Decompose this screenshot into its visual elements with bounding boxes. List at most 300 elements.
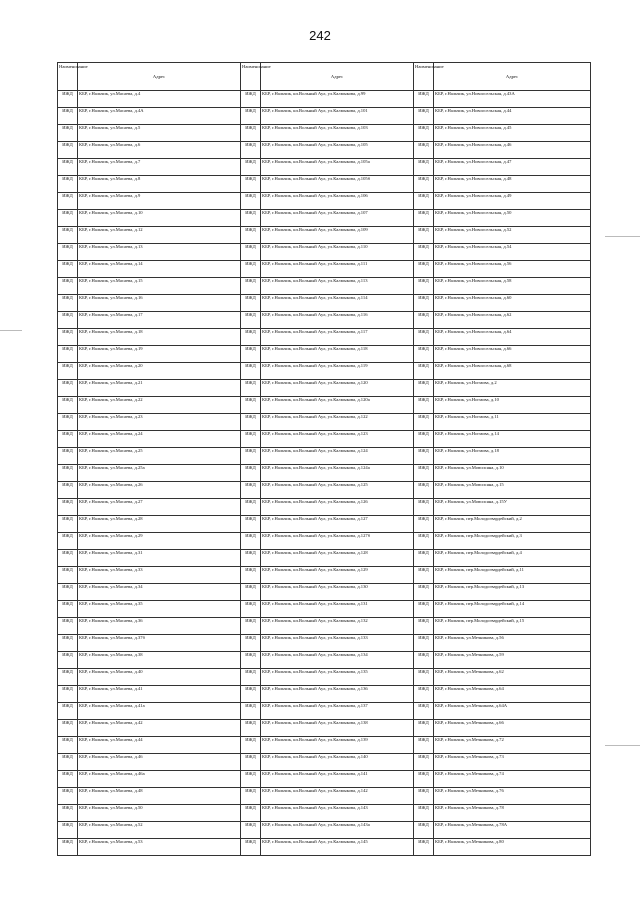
address-cell: КБР, г.Нальчик, ул.Масаева, д.41а (78, 703, 241, 720)
building-type-cell: ИЖД (241, 193, 261, 210)
building-type-cell: ИЖД (241, 618, 261, 635)
address-cell: КБР, г.Нальчик, кп.Вольный Аул, ул.Калмыкова, д.119 (261, 363, 414, 380)
address-cell: КБР, г.Нальчик, ул.Ногмова, д.14 (434, 431, 591, 448)
building-type-cell: ИЖД (414, 839, 434, 856)
page-number: 242 (309, 28, 331, 43)
table-row (58, 244, 591, 261)
building-type-cell: ИЖД (414, 482, 434, 499)
building-type-cell: ИЖД (414, 788, 434, 805)
building-type-cell: ИЖД (58, 244, 78, 261)
building-type-cell: ИЖД (414, 397, 434, 414)
address-cell: КБР, г.Нальчик, ул.Масаева, д.28 (78, 516, 241, 533)
building-type-cell: ИЖД (58, 108, 78, 125)
building-type-cell: ИЖД (58, 703, 78, 720)
building-type-cell: ИЖД (241, 176, 261, 193)
building-type-cell: ИЖД (241, 227, 261, 244)
address-cell: КБР, г.Нальчик, кп.Вольный Аул, ул.Калмыкова, д.141 (261, 771, 414, 788)
address-cell: КБР, г.Нальчик, ул.Масаева, д.17 (78, 312, 241, 329)
building-type-cell: ИЖД (414, 295, 434, 312)
building-type-cell: ИЖД (241, 142, 261, 159)
address-cell: КБР, г.Нальчик, кп.Вольный Аул, ул.Калмыкова, д.120а (261, 397, 414, 414)
address-cell: КБР, г.Нальчик, кп.Вольный Аул, ул.Калмыкова, д.113 (261, 278, 414, 295)
building-type-cell: ИЖД (241, 346, 261, 363)
address-cell: КБР, г.Нальчик, ул.Масаева, д.34 (78, 584, 241, 601)
building-type-cell: ИЖД (241, 329, 261, 346)
building-type-cell: ИЖД (241, 261, 261, 278)
building-type-cell: ИЖД (414, 584, 434, 601)
table-row (58, 159, 591, 176)
table-row (58, 210, 591, 227)
building-type-cell: ИЖД (241, 244, 261, 261)
address-cell: КБР, г.Нальчик, кп.Вольный Аул, ул.Калмыкова, д.136 (261, 686, 414, 703)
address-cell: КБР, г.Нальчик, ул.Масаева, д.27 (78, 499, 241, 516)
address-cell: КБР, г.Нальчик, ул.Масаева, д.40 (78, 669, 241, 686)
building-type-cell: ИЖД (58, 737, 78, 754)
address-cell: КБР, г.Нальчик, ул.Масаева, д.25 (78, 448, 241, 465)
header-type-1: Наименование (58, 63, 78, 91)
building-type-cell: ИЖД (241, 686, 261, 703)
address-cell: КБР, г.Нальчик, ул.Масаева, д.42 (78, 720, 241, 737)
building-type-cell: ИЖД (58, 771, 78, 788)
address-cell: КБР, г.Нальчик, ул.Мечникова, д.78А (434, 822, 591, 839)
address-cell: КБР, г.Нальчик, кп.Вольный Аул, ул.Калмыкова, д.142 (261, 788, 414, 805)
address-cell: КБР, г.Нальчик, кп.Вольный Аул, ул.Калмыкова, д.107 (261, 210, 414, 227)
building-type-cell: ИЖД (414, 380, 434, 397)
address-cell: КБР, г.Нальчик, ул.Новоосельская, д.52 (434, 227, 591, 244)
building-type-cell: ИЖД (241, 516, 261, 533)
table-row (58, 669, 591, 686)
table-row (58, 142, 591, 159)
building-type-cell: ИЖД (58, 754, 78, 771)
address-cell: КБР, г.Нальчик, ул.Масаева, д.37б (78, 635, 241, 652)
building-type-cell: ИЖД (58, 567, 78, 584)
address-cell: КБР, г.Нальчик, ул.Масаева, д.7 (78, 159, 241, 176)
address-cell: КБР, г.Нальчик, ул.Новоосельская, д.66 (434, 346, 591, 363)
address-cell: КБР, г.Нальчик, ул.Новоосельская, д.47 (434, 159, 591, 176)
table-row (58, 380, 591, 397)
building-type-cell: ИЖД (58, 125, 78, 142)
address-cell: КБР, г.Нальчик, ул.Мечникова, д.62 (434, 669, 591, 686)
header-type-2: Наименование (241, 63, 261, 91)
address-table (57, 62, 591, 856)
address-cell: КБР, г.Нальчик, ул.Масаева, д.46а (78, 771, 241, 788)
building-type-cell: ИЖД (58, 482, 78, 499)
building-type-cell: ИЖД (414, 686, 434, 703)
table-row (58, 465, 591, 482)
building-type-cell: ИЖД (414, 176, 434, 193)
building-type-cell: ИЖД (414, 805, 434, 822)
header-address-2: Адрес (261, 63, 414, 91)
address-cell: КБР, г.Нальчик, ул.Мечникова, д.64 (434, 686, 591, 703)
address-cell: КБР, г.Нальчик, ул.Масаева, д.23 (78, 414, 241, 431)
table-row (58, 567, 591, 584)
address-cell: КБР, г.Нальчик, ул.Масаева, д.10 (78, 210, 241, 227)
address-cell: КБР, г.Нальчик, ул.Масаева, д.24 (78, 431, 241, 448)
address-cell: КБР, г.Нальчик, кп.Вольный Аул, ул.Калмыкова, д.105а (261, 159, 414, 176)
address-cell: КБР, г.Нальчик, кп.Вольный Аул, ул.Калмыкова, д.133 (261, 635, 414, 652)
building-type-cell: ИЖД (241, 839, 261, 856)
address-cell: КБР, г.Нальчик, кп.Вольный Аул, ул.Калмыкова, д.103 (261, 125, 414, 142)
building-type-cell: ИЖД (241, 754, 261, 771)
address-cell: КБР, г.Нальчик, ул.Новоосельская, д.54 (434, 244, 591, 261)
building-type-cell: ИЖД (58, 669, 78, 686)
table-row (58, 363, 591, 380)
building-type-cell: ИЖД (58, 397, 78, 414)
table-row (58, 737, 591, 754)
address-cell: КБР, г.Нальчик, ул.Ногмова, д.10 (434, 397, 591, 414)
address-cell: КБР, г.Нальчик, ул.Мечникова, д.73 (434, 754, 591, 771)
address-cell: КБР, г.Нальчик, кп.Вольный Аул, ул.Калмыкова, д.143 (261, 805, 414, 822)
building-type-cell: ИЖД (414, 142, 434, 159)
building-type-cell: ИЖД (414, 465, 434, 482)
building-type-cell: ИЖД (414, 652, 434, 669)
building-type-cell: ИЖД (414, 312, 434, 329)
address-cell: КБР, г.Нальчик, ул.Мечникова, д.72 (434, 737, 591, 754)
table-row (58, 550, 591, 567)
address-cell: КБР, г.Нальчик, ул.Масаева, д.16 (78, 295, 241, 312)
building-type-cell: ИЖД (58, 686, 78, 703)
table-row (58, 822, 591, 839)
building-type-cell: ИЖД (414, 193, 434, 210)
building-type-cell: ИЖД (414, 822, 434, 839)
address-cell: КБР, г.Нальчик, кп.Вольный Аул, ул.Калмыкова, д.109 (261, 227, 414, 244)
building-type-cell: ИЖД (241, 584, 261, 601)
address-cell: КБР, г.Нальчик, ул.Мечникова, д.66 (434, 720, 591, 737)
address-cell: КБР, г.Нальчик, ул.Новоосельская, д.64 (434, 329, 591, 346)
building-type-cell: ИЖД (241, 465, 261, 482)
building-type-cell: ИЖД (58, 380, 78, 397)
building-type-cell: ИЖД (414, 567, 434, 584)
header-address-1: Адрес (78, 63, 241, 91)
address-cell: КБР, г.Нальчик, ул.Масаева, д.20 (78, 363, 241, 380)
header-type-3: Наименование (414, 63, 434, 91)
building-type-cell: ИЖД (58, 261, 78, 278)
table-row (58, 601, 591, 618)
address-cell: КБР, г.Нальчик, ул.Масаева, д.19 (78, 346, 241, 363)
building-type-cell: ИЖД (414, 278, 434, 295)
address-cell: КБР, г.Нальчик, кп.Вольный Аул, ул.Калмыкова, д.117 (261, 329, 414, 346)
address-cell: КБР, г.Нальчик, ул.Новоосельская, д.58 (434, 278, 591, 295)
building-type-cell: ИЖД (58, 193, 78, 210)
address-cell: КБР, г.Нальчик, ул.Масаева, д.4А (78, 108, 241, 125)
building-type-cell: ИЖД (241, 363, 261, 380)
building-type-cell: ИЖД (241, 788, 261, 805)
building-type-cell: ИЖД (58, 346, 78, 363)
building-type-cell: ИЖД (58, 516, 78, 533)
building-type-cell: ИЖД (414, 125, 434, 142)
address-cell: КБР, г.Нальчик, ул.Масаева, д.52 (78, 822, 241, 839)
address-cell: КБР, г.Нальчик, ул.Масаева, д.50 (78, 805, 241, 822)
building-type-cell: ИЖД (58, 652, 78, 669)
address-cell: КБР, г.Нальчик, ул.Новоосельская, д.60 (434, 295, 591, 312)
address-cell: КБР, г.Нальчик, ул.Масаева, д.15 (78, 278, 241, 295)
building-type-cell: ИЖД (414, 227, 434, 244)
address-cell: КБР, г.Нальчик, ул.Масаева, д.38 (78, 652, 241, 669)
address-cell: КБР, г.Нальчик, кп.Вольный Аул, ул.Калмыкова, д.135 (261, 669, 414, 686)
table-row (58, 839, 591, 856)
building-type-cell: ИЖД (58, 159, 78, 176)
building-type-cell: ИЖД (241, 448, 261, 465)
building-type-cell: ИЖД (58, 448, 78, 465)
address-cell: КБР, г.Нальчик, ул.Мечникова, д.80 (434, 839, 591, 856)
table-body (58, 91, 591, 856)
table-row (58, 227, 591, 244)
address-cell: КБР, г.Нальчик, ул.Масаева, д.21 (78, 380, 241, 397)
building-type-cell: ИЖД (414, 244, 434, 261)
address-cell: КБР, г.Нальчик, ул.Масаева, д.8 (78, 176, 241, 193)
address-cell: КБР, г.Нальчик, кп.Вольный Аул, ул.Калмыкова, д.124а (261, 465, 414, 482)
table-row (58, 516, 591, 533)
address-cell: КБР, г.Нальчик, ул.Масаева, д.18 (78, 329, 241, 346)
address-cell: КБР, г.Нальчик, ул.Новоосельская, д.44 (434, 108, 591, 125)
address-cell: КБР, г.Нальчик, кп.Вольный Аул, ул.Калмыкова, д.120 (261, 380, 414, 397)
address-cell: КБР, г.Нальчик, ул.Масаева, д.35 (78, 601, 241, 618)
building-type-cell: ИЖД (414, 363, 434, 380)
address-cell: КБР, г.Нальчик, ул.Масаева, д.9 (78, 193, 241, 210)
address-cell: КБР, г.Нальчик, ул.Новоосельская, д.46 (434, 142, 591, 159)
address-cell: КБР, г.Нальчик, ул.Новоосельская, д.68 (434, 363, 591, 380)
building-type-cell: ИЖД (414, 431, 434, 448)
address-cell: КБР, г.Нальчик, кп.Вольный Аул, ул.Калмыкова, д.138 (261, 720, 414, 737)
address-cell: КБР, г.Нальчик, кп.Вольный Аул, ул.Калмыкова, д.110 (261, 244, 414, 261)
address-cell: КБР, г.Нальчик, ул.Мовсисяна, д.15 (434, 482, 591, 499)
address-cell: КБР, г.Нальчик, ул.Мечникова, д.76 (434, 788, 591, 805)
address-cell: КБР, г.Нальчик, кп.Вольный Аул, ул.Калмыкова, д.145 (261, 839, 414, 856)
building-type-cell: ИЖД (58, 363, 78, 380)
building-type-cell: ИЖД (414, 601, 434, 618)
building-type-cell: ИЖД (414, 635, 434, 652)
address-cell: КБР, г.Нальчик, кп.Вольный Аул, ул.Калмыкова, д.134 (261, 652, 414, 669)
address-cell: КБР, г.Нальчик, ул.Масаева, д.33 (78, 567, 241, 584)
address-cell: КБР, г.Нальчик, ул.Мовсисяна, д.10 (434, 465, 591, 482)
address-cell: КБР, г.Нальчик, ул.Масаева, д.5 (78, 125, 241, 142)
address-cell: КБР, г.Нальчик, ул.Масаева, д.4 (78, 91, 241, 108)
address-cell: КБР, г.Нальчик, ул.Масаева, д.13 (78, 244, 241, 261)
table-row (58, 448, 591, 465)
building-type-cell: ИЖД (241, 652, 261, 669)
address-cell: КБР, г.Нальчик, ул.Мечникова, д.56 (434, 635, 591, 652)
building-type-cell: ИЖД (414, 703, 434, 720)
building-type-cell: ИЖД (241, 278, 261, 295)
address-cell: КБР, г.Нальчик, кп.Вольный Аул, ул.Калмыкова, д.124 (261, 448, 414, 465)
building-type-cell: ИЖД (58, 329, 78, 346)
address-cell: КБР, г.Нальчик, ул.Новоосельская, д.48 (434, 176, 591, 193)
address-cell: КБР, г.Нальчик, кп.Вольный Аул, ул.Калмыкова, д.129 (261, 567, 414, 584)
building-type-cell: ИЖД (241, 669, 261, 686)
address-cell: КБР, г.Нальчик, кп.Вольный Аул, ул.Калмыкова, д.140 (261, 754, 414, 771)
address-cell: КБР, г.Нальчик, кп.Вольный Аул, ул.Калмыкова, д.139 (261, 737, 414, 754)
building-type-cell: ИЖД (241, 482, 261, 499)
address-cell: КБР, г.Нальчик, ул.Масаева, д.41 (78, 686, 241, 703)
address-cell: КБР, г.Нальчик, кп.Вольный Аул, ул.Калмыкова, д.137 (261, 703, 414, 720)
address-cell: КБР, г.Нальчик, кп.Вольный Аул, ул.Калмыкова, д.122 (261, 414, 414, 431)
address-cell: КБР, г.Нальчик, кп.Вольный Аул, ул.Калмыкова, д.125 (261, 482, 414, 499)
address-cell: КБР, г.Нальчик, ул.Мечникова, д.64А (434, 703, 591, 720)
table-row (58, 720, 591, 737)
address-cell: КБР, г.Нальчик, ул.Мечникова, д.78 (434, 805, 591, 822)
table-row (58, 295, 591, 312)
building-type-cell: ИЖД (58, 312, 78, 329)
address-cell: КБР, г.Нальчик, ул.Масаева, д.6 (78, 142, 241, 159)
table-row (58, 533, 591, 550)
building-type-cell: ИЖД (241, 567, 261, 584)
building-type-cell: ИЖД (241, 737, 261, 754)
building-type-cell: ИЖД (58, 227, 78, 244)
address-cell: КБР, г.Нальчик, ул.Масаева, д.26 (78, 482, 241, 499)
building-type-cell: ИЖД (58, 550, 78, 567)
building-type-cell: ИЖД (241, 703, 261, 720)
header-address-3: Адрес (434, 63, 591, 91)
building-type-cell: ИЖД (414, 108, 434, 125)
address-cell: КБР, г.Нальчик, кп.Вольный Аул, ул.Калмыкова, д.126 (261, 499, 414, 516)
building-type-cell: ИЖД (241, 720, 261, 737)
table-row (58, 686, 591, 703)
building-type-cell: ИЖД (414, 210, 434, 227)
address-cell: КБР, г.Нальчик, кп.Вольный Аул, ул.Калмыкова, д.111 (261, 261, 414, 278)
building-type-cell: ИЖД (58, 822, 78, 839)
address-cell: КБР, г.Нальчик, ул.Мечникова, д.59 (434, 652, 591, 669)
address-cell: КБР, г.Нальчик, ул.Масаева, д.46 (78, 754, 241, 771)
table-row (58, 788, 591, 805)
building-type-cell: ИЖД (58, 788, 78, 805)
address-cell: КБР, г.Нальчик, кп.Вольный Аул, ул.Калмыкова, д.101 (261, 108, 414, 125)
address-cell: КБР, г.Нальчик, ул.Новоосельская, д.56 (434, 261, 591, 278)
building-type-cell: ИЖД (241, 499, 261, 516)
building-type-cell: ИЖД (241, 822, 261, 839)
table-row (58, 703, 591, 720)
address-cell: КБР, г.Нальчик, ул.Ногмова, д.11 (434, 414, 591, 431)
building-type-cell: ИЖД (58, 533, 78, 550)
address-cell: КБР, г.Нальчик, ул.Ногмова, д.2 (434, 380, 591, 397)
table-row (58, 108, 591, 125)
address-cell: КБР, г.Нальчик, ул.Новоосельская, д.62 (434, 312, 591, 329)
building-type-cell: ИЖД (241, 414, 261, 431)
address-cell: КБР, г.Нальчик, кп.Вольный Аул, ул.Калмыкова, д.132 (261, 618, 414, 635)
address-cell: КБР, г.Нальчик, ул.Новоосельская, д.45 (434, 125, 591, 142)
address-cell: КБР, г.Нальчик, кп.Вольный Аул, ул.Калмыкова, д.123 (261, 431, 414, 448)
address-cell: КБР, г.Нальчик, ул.Новоосельская, д.50 (434, 210, 591, 227)
left-margin-mark (0, 330, 22, 331)
building-type-cell: ИЖД (241, 771, 261, 788)
building-type-cell: ИЖД (241, 380, 261, 397)
building-type-cell: ИЖД (58, 414, 78, 431)
building-type-cell: ИЖД (58, 720, 78, 737)
building-type-cell: ИЖД (58, 618, 78, 635)
building-type-cell: ИЖД (414, 771, 434, 788)
table-row (58, 618, 591, 635)
table-row (58, 635, 591, 652)
building-type-cell: ИЖД (241, 431, 261, 448)
table-row (58, 584, 591, 601)
building-type-cell: ИЖД (241, 805, 261, 822)
address-cell: КБР, г.Нальчик, ул.Масаева, д.25а (78, 465, 241, 482)
table-row (58, 261, 591, 278)
address-cell: КБР, г.Нальчик, кп.Вольный Аул, ул.Калмыкова, д.128 (261, 550, 414, 567)
building-type-cell: ИЖД (58, 176, 78, 193)
building-type-cell: ИЖД (241, 295, 261, 312)
address-cell: КБР, г.Нальчик, ул.Масаева, д.29 (78, 533, 241, 550)
table-row (58, 431, 591, 448)
table-row (58, 652, 591, 669)
address-cell: КБР, г.Нальчик, кп.Вольный Аул, ул.Калмыкова, д.105б (261, 176, 414, 193)
address-cell: КБР, г.Нальчик, кп.Вольный Аул, ул.Калмыкова, д.127б (261, 533, 414, 550)
building-type-cell: ИЖД (241, 533, 261, 550)
right-margin-mark-lower (605, 745, 640, 746)
building-type-cell: ИЖД (58, 210, 78, 227)
building-type-cell: ИЖД (414, 533, 434, 550)
address-cell: КБР, г.Нальчик, ул.Масаева, д.48 (78, 788, 241, 805)
building-type-cell: ИЖД (414, 448, 434, 465)
building-type-cell: ИЖД (414, 346, 434, 363)
building-type-cell: ИЖД (241, 108, 261, 125)
address-cell: КБР, г.Нальчик, кп.Вольный Аул, ул.Калмыкова, д.116 (261, 312, 414, 329)
building-type-cell: ИЖД (414, 550, 434, 567)
building-type-cell: ИЖД (58, 635, 78, 652)
address-cell: КБР, г.Нальчик, пер.Молодогвардейский, д.2 (434, 516, 591, 533)
table-row (58, 482, 591, 499)
address-cell: КБР, г.Нальчик, ул.Масаева, д.53 (78, 839, 241, 856)
address-cell: КБР, г.Нальчик, пер.Молодогвардейский, д.15 (434, 618, 591, 635)
table-row (58, 312, 591, 329)
right-margin-mark (605, 236, 640, 237)
building-type-cell: ИЖД (414, 414, 434, 431)
address-cell: КБР, г.Нальчик, пер.Молодогвардейский, д.13 (434, 584, 591, 601)
address-cell: КБР, г.Нальчик, кп.Вольный Аул, ул.Калмыкова, д.106 (261, 193, 414, 210)
address-cell: КБР, г.Нальчик, ул.Мовсисяна, д.15У (434, 499, 591, 516)
building-type-cell: ИЖД (58, 142, 78, 159)
address-cell: КБР, г.Нальчик, ул.Новоосельская, д.43А (434, 91, 591, 108)
table-row (58, 329, 591, 346)
building-type-cell: ИЖД (414, 516, 434, 533)
address-cell: КБР, г.Нальчик, пер.Молодогвардейский, д.3 (434, 533, 591, 550)
table-row (58, 125, 591, 142)
building-type-cell: ИЖД (241, 635, 261, 652)
address-cell: КБР, г.Нальчик, кп.Вольный Аул, ул.Калмыкова, д.114 (261, 295, 414, 312)
building-type-cell: ИЖД (241, 159, 261, 176)
address-cell: КБР, г.Нальчик, ул.Новоосельская, д.49 (434, 193, 591, 210)
address-cell: КБР, г.Нальчик, ул.Масаева, д.31 (78, 550, 241, 567)
address-cell: КБР, г.Нальчик, ул.Мечникова, д.74 (434, 771, 591, 788)
building-type-cell: ИЖД (241, 91, 261, 108)
table-row (58, 346, 591, 363)
building-type-cell: ИЖД (58, 584, 78, 601)
building-type-cell: ИЖД (414, 91, 434, 108)
building-type-cell: ИЖД (414, 669, 434, 686)
building-type-cell: ИЖД (414, 720, 434, 737)
address-cell: КБР, г.Нальчик, кп.Вольный Аул, ул.Калмыкова, д.105 (261, 142, 414, 159)
address-cell: КБР, г.Нальчик, кп.Вольный Аул, ул.Калмыкова, д.127 (261, 516, 414, 533)
address-cell: КБР, г.Нальчик, кп.Вольный Аул, ул.Калмыкова, д.130 (261, 584, 414, 601)
building-type-cell: ИЖД (241, 601, 261, 618)
building-type-cell: ИЖД (414, 159, 434, 176)
address-cell: КБР, г.Нальчик, ул.Ногмова, д.18 (434, 448, 591, 465)
table-row (58, 805, 591, 822)
building-type-cell: ИЖД (58, 431, 78, 448)
table-row (58, 91, 591, 108)
building-type-cell: ИЖД (58, 805, 78, 822)
table-row (58, 414, 591, 431)
building-type-cell: ИЖД (58, 839, 78, 856)
address-cell: КБР, г.Нальчик, ул.Масаева, д.12 (78, 227, 241, 244)
building-type-cell: ИЖД (414, 261, 434, 278)
table-row (58, 499, 591, 516)
building-type-cell: ИЖД (58, 295, 78, 312)
table-header-row (58, 63, 591, 91)
address-cell: КБР, г.Нальчик, кп.Вольный Аул, ул.Калмыкова, д.118 (261, 346, 414, 363)
building-type-cell: ИЖД (58, 465, 78, 482)
address-cell: КБР, г.Нальчик, пер.Молодогвардейский, д.4 (434, 550, 591, 567)
address-cell: КБР, г.Нальчик, кп.Вольный Аул, ул.Калмыкова, д.131 (261, 601, 414, 618)
